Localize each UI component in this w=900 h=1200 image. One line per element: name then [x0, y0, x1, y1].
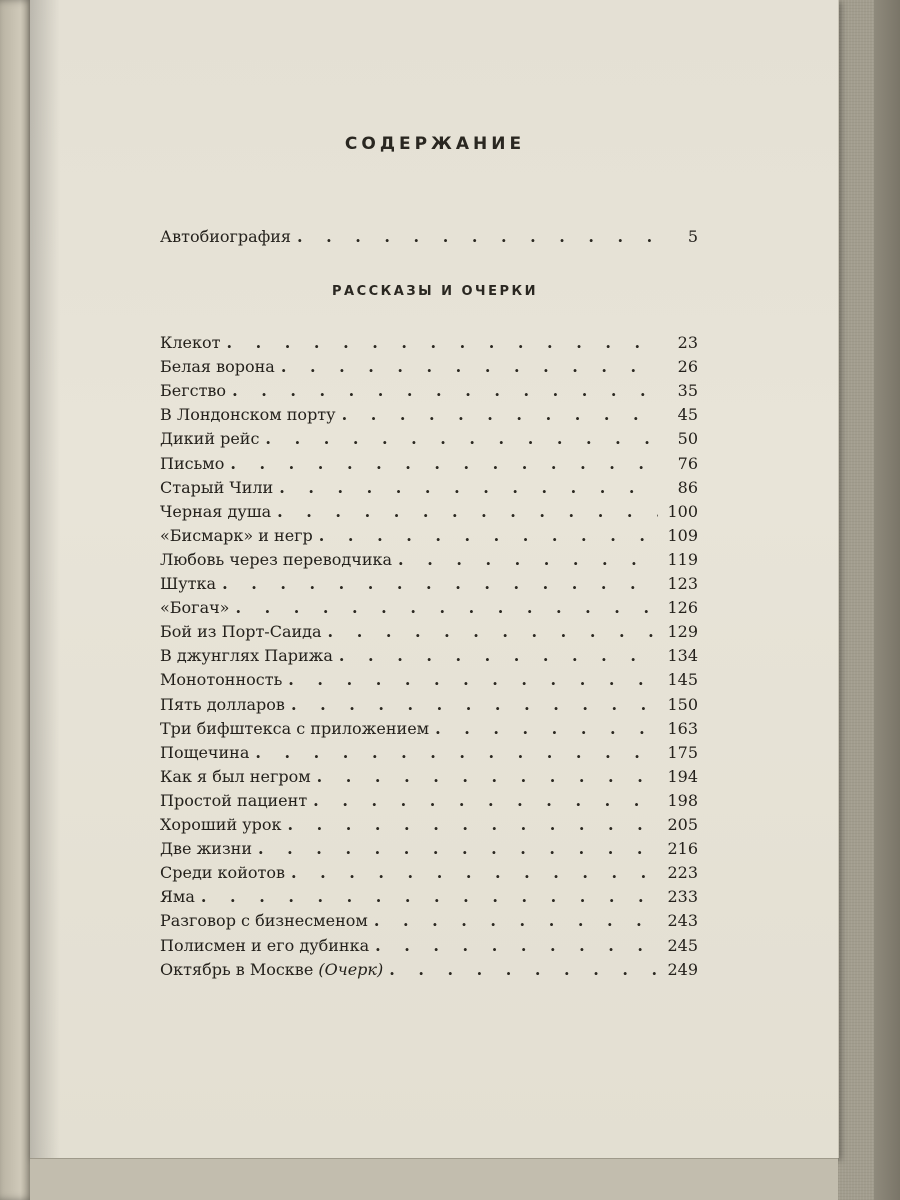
toc-entry-page: 245 [667, 935, 698, 955]
toc-entry-title-text: Дикий рейс [160, 429, 260, 449]
toc-entry-title-text: Две жизни [160, 839, 253, 859]
toc-entry [160, 911, 698, 937]
toc-entry-title-text: Среди койотов [160, 863, 285, 883]
toc-entry-title [160, 960, 383, 979]
toc-entry-page: 26 [677, 357, 698, 377]
toc-entry [160, 478, 698, 504]
leader-dots [317, 767, 658, 786]
toc-entry-title-text: Пощечина [160, 742, 250, 762]
toc-entry-page: 134 [667, 646, 698, 666]
section-heading: РАССКАЗЫ И ОЧЕРКИ [332, 284, 538, 299]
toc-entry-title [160, 622, 322, 641]
toc-entry-title: Автобиография [160, 227, 291, 246]
toc-entry [160, 767, 698, 793]
toc-entry [160, 429, 698, 455]
leader-dots [287, 815, 658, 834]
toc-entry-title [160, 405, 336, 424]
leader-dots [389, 960, 658, 979]
leader-dots [227, 333, 659, 352]
toc-entry-page: 150 [667, 694, 698, 714]
toc-entry [160, 333, 698, 359]
toc-entry [160, 622, 698, 648]
toc-entry-page: 123 [667, 574, 698, 593]
toc-entry [160, 526, 698, 552]
leader-dots [319, 526, 658, 545]
leader-dots [255, 743, 658, 762]
toc-entry-title [160, 695, 285, 714]
leader-dots [277, 502, 658, 521]
toc-entry-page: 243 [667, 911, 698, 931]
toc-entry-page: 205 [667, 815, 698, 834]
toc-entry-title [160, 574, 216, 593]
toc-entry-page: 23 [677, 333, 698, 352]
leader-dots [232, 381, 658, 400]
leader-dots [281, 357, 658, 376]
toc-entry-page: 163 [667, 718, 698, 738]
toc-entry-title-text: Бой из Порт-Саида [160, 622, 322, 642]
toc-entry-page: 216 [667, 839, 698, 859]
leader-dots [291, 863, 658, 882]
leader-dots [230, 454, 658, 473]
toc-entry-page: 45 [677, 405, 698, 425]
leader-dots [291, 695, 658, 714]
toc-entry-page: 223 [667, 863, 698, 883]
toc-entry-page: 249 [667, 959, 698, 979]
leader-dots [398, 550, 658, 569]
leader-dots [288, 670, 658, 689]
toc-entry [160, 887, 698, 913]
toc-entry-title-text: Разговор с бизнесменом [160, 911, 368, 931]
toc-entry-page: 126 [667, 598, 698, 618]
toc-entry-title-text: Простой пациент [160, 790, 308, 810]
leader-dots [297, 227, 658, 246]
toc-entry-page: 175 [667, 742, 698, 762]
toc-entry-title [160, 743, 249, 762]
leader-dots [328, 622, 658, 641]
toc-entry [160, 574, 698, 600]
toc-entry-page: 119 [667, 549, 698, 569]
toc-entry-title-text: Монотонность [160, 670, 283, 690]
toc-entry [160, 863, 698, 889]
toc-entry-title-text: Белая ворона [160, 357, 275, 377]
toc-entry-title-text: Три бифштекса с приложением [160, 718, 430, 738]
toc-entry-title [160, 357, 275, 376]
toc-entry-title [160, 333, 221, 352]
page-title: СОДЕРЖАНИЕ [344, 134, 526, 154]
toc-entry-title-text: «Богач» [160, 598, 230, 618]
leader-dots [201, 887, 658, 906]
toc-entry-title-text: Яма [160, 887, 195, 907]
toc-entry [160, 405, 698, 431]
toc-entry-title [160, 936, 369, 955]
toc-entry-autobiography [160, 227, 698, 253]
toc-entry [160, 357, 698, 383]
toc-entry-title-text: Бегство [160, 381, 227, 401]
toc-entry [160, 454, 698, 480]
page-bottom-edge [30, 1158, 838, 1200]
toc-entry [160, 936, 698, 962]
toc-entry-title [160, 839, 252, 858]
toc-entry-page: 198 [667, 790, 698, 810]
toc-entry [160, 791, 698, 817]
leader-dots [235, 598, 658, 617]
toc-entry-title [160, 911, 368, 930]
toc-entry [160, 695, 698, 721]
toc-entry-page: 109 [667, 525, 698, 545]
toc-entry-title [160, 454, 224, 473]
toc-entry-page: 233 [667, 887, 698, 907]
toc-entry-page: 86 [677, 477, 698, 497]
toc-entry-title-text: Пять долларов [160, 694, 285, 714]
toc-entry [160, 550, 698, 576]
toc-entry-title [160, 526, 313, 545]
toc-entry-page: 100 [667, 501, 698, 521]
toc-entry-title-text: Как я был негром [160, 766, 311, 786]
leader-dots [375, 936, 658, 955]
book-cover [830, 0, 900, 1200]
toc-entry-title-text: Старый Чили [160, 477, 274, 497]
leader-dots [342, 405, 658, 424]
toc-entry-title [160, 767, 311, 786]
leader-dots [374, 911, 658, 930]
cover-edge [874, 0, 900, 1200]
toc-entry [160, 743, 698, 769]
toc-entry [160, 839, 698, 865]
toc-entry [160, 719, 698, 745]
toc-entry-title [160, 863, 285, 882]
leader-dots [265, 429, 658, 448]
toc-entry [160, 381, 698, 407]
toc-entry-page: 5 [687, 227, 698, 246]
toc-entry [160, 670, 698, 696]
toc-entry [160, 815, 698, 841]
leader-dots [435, 719, 658, 738]
toc-entry [160, 502, 698, 528]
toc-entry-title-text: Хороший урок [160, 815, 282, 834]
toc-entry-title [160, 598, 229, 617]
toc-entry-page: 129 [667, 622, 698, 642]
toc-entry-title-text: Октябрь в Москве [160, 959, 314, 979]
toc-entry-page: 76 [677, 453, 698, 473]
toc-entry-title-text: Черная душа [160, 501, 272, 521]
leader-dots [339, 646, 658, 665]
facing-page-edge [0, 0, 34, 1200]
toc-entry-title-text: Полисмен и его дубинка [160, 935, 370, 955]
toc-entry-title [160, 670, 282, 689]
toc-entry-title [160, 791, 307, 810]
toc-entry-title [160, 429, 259, 448]
toc-entry-title-text: В Лондонском порту [160, 405, 336, 425]
toc-entry [160, 598, 698, 624]
toc-entry-title-text: Шутка [160, 574, 217, 593]
leader-dots [313, 791, 658, 810]
toc-entry-title [160, 887, 195, 906]
leader-dots [279, 478, 658, 497]
toc-entry-page: 145 [667, 670, 698, 690]
toc-entry-title [160, 502, 271, 521]
toc-entry [160, 646, 698, 672]
toc-entry-title [160, 815, 281, 834]
toc-entry-title [160, 646, 333, 665]
toc-entry-title [160, 550, 392, 569]
toc-entry-title-text: «Бисмарк» и негр [160, 525, 313, 545]
toc-entry-page: 50 [677, 429, 698, 449]
toc-entry-title [160, 381, 226, 400]
toc-entry [160, 960, 698, 986]
toc-entry-subtitle: (Очерк) [318, 959, 384, 979]
toc-entry-title [160, 478, 273, 497]
toc-entry-page: 35 [677, 381, 698, 401]
toc-entry-title [160, 719, 429, 738]
leader-dots [258, 839, 658, 858]
toc-entry-title-text: Клекот [160, 333, 221, 352]
toc-entry-title-text: В джунглях Парижа [160, 646, 333, 666]
toc-entry-title-text: Любовь через переводчика [160, 549, 393, 569]
toc-entry-page: 194 [667, 766, 698, 786]
toc-entry-title-text: Письмо [160, 453, 225, 473]
leader-dots [222, 574, 658, 593]
